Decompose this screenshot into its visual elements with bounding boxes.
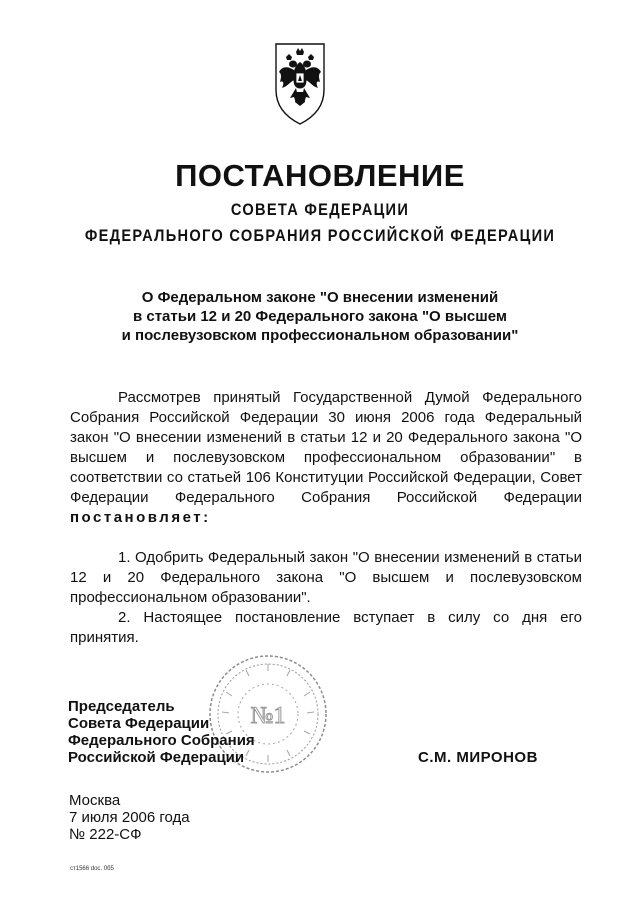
preamble-text: Рассмотрев принятый Государственной Думой Федерального Собрания Российской Федерации 30 июня 2006 года Федеральный закон "О внесении изменений в статьи 12 и 20 Федерального закона "О высшем и послевузовском профессиональном образовании" в соответствии со статьей 106 Конституции Российской Федерации, Совет Федерации Федерального Собрания Российской Федерации bbox=[70, 389, 582, 506]
signatory-title-line: Российской Федерации bbox=[68, 749, 245, 766]
coat-of-arms-emblem bbox=[272, 40, 328, 126]
resolution-items bbox=[70, 548, 582, 648]
issuer-line-2: ФЕДЕРАЛЬНОГО СОБРАНИЯ РОССИЙСКОЙ ФЕДЕРАЦИИ bbox=[84, 226, 556, 245]
subject-line: и послевузовском профессиональном образовании" bbox=[121, 327, 519, 344]
document-title: ПОСТАНОВЛЕНИЕ bbox=[175, 158, 465, 193]
signatory-title-line: Председатель bbox=[68, 698, 175, 715]
document-footer bbox=[69, 792, 190, 843]
subject-line: в статьи 12 и 20 Федерального закона "О высшем bbox=[132, 308, 508, 325]
subject-line: О Федеральном законе "О внесении изменений bbox=[141, 289, 499, 306]
signature-block bbox=[68, 698, 255, 766]
signatory-title-line: Совета Федерации bbox=[68, 715, 210, 732]
signer-name: С.М. МИРОНОВ bbox=[418, 749, 538, 766]
footer-date: 7 июля 2006 года bbox=[69, 809, 190, 826]
resolution-item-2: 2. Настоящее постановление вступает в силу со дня его принятия. bbox=[70, 609, 582, 646]
preamble-paragraph bbox=[70, 388, 582, 528]
signatory-title-line: Федерального Собрания bbox=[68, 732, 255, 749]
footer-number: № 222-СФ bbox=[69, 826, 142, 843]
seal-number: №1 bbox=[250, 703, 286, 729]
footer-city: Москва bbox=[69, 792, 121, 809]
resolution-item-1: 1. Одобрить Федеральный закон "О внесении изменений в статьи 12 и 20 Федерального закона "О высшем и послевузовском профессиональном образовании". bbox=[70, 549, 582, 606]
issuer-line-1: СОВЕТА ФЕДЕРАЦИИ bbox=[230, 200, 410, 219]
resolves-keyword: постановляет: bbox=[70, 509, 211, 526]
document-subject bbox=[80, 288, 560, 345]
document-reference: ст1566 doc. 0б5 bbox=[70, 866, 114, 872]
